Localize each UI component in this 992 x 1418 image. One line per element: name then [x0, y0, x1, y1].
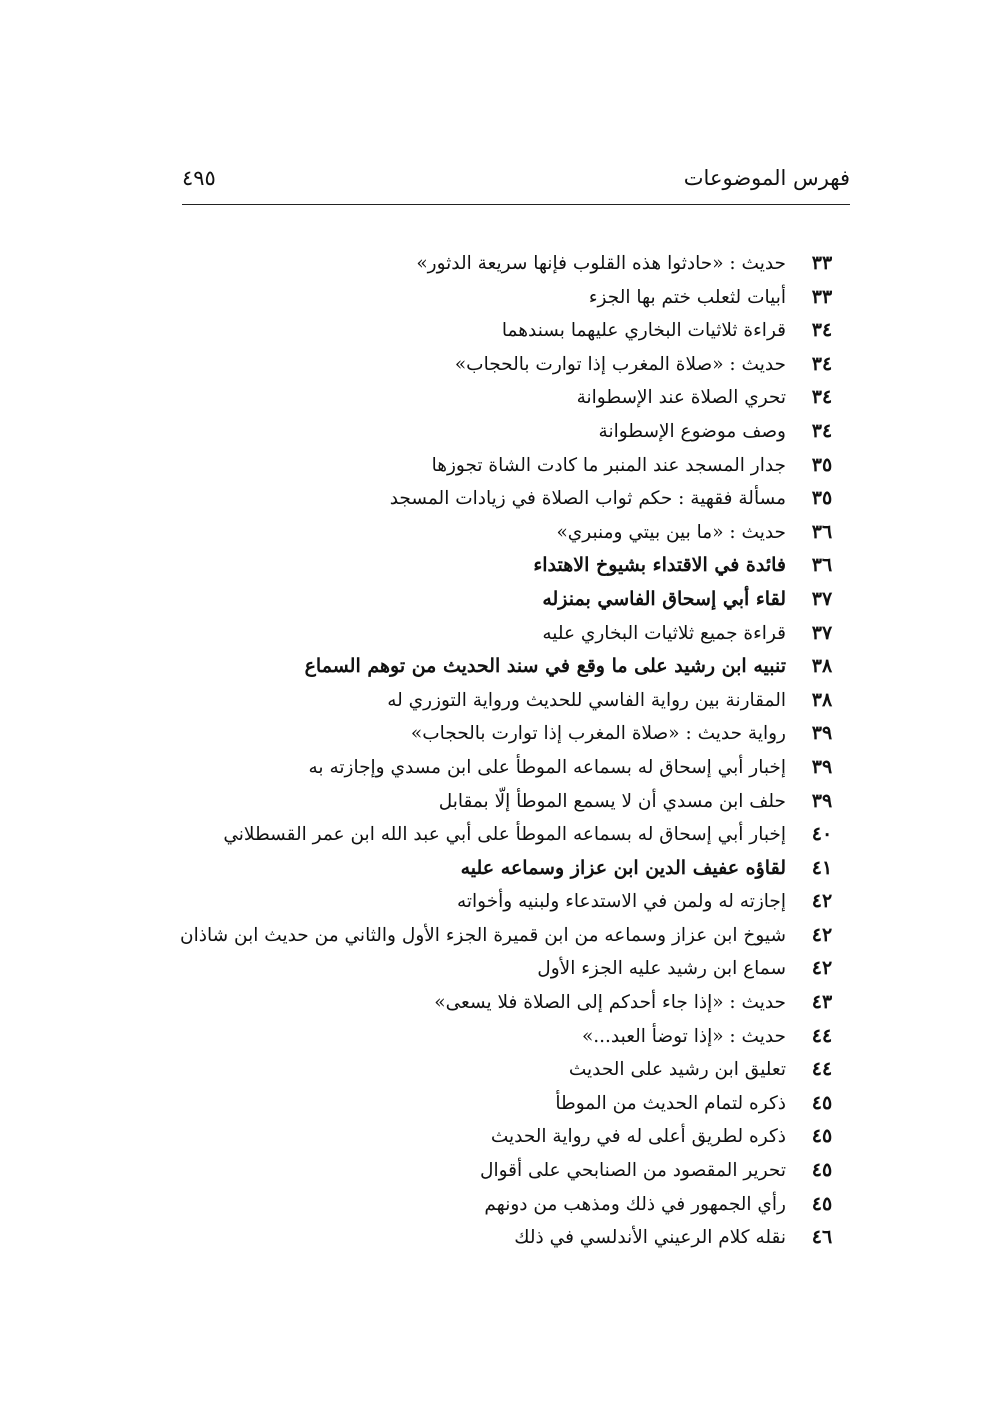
toc-entry-page: ٤٥ [811, 1159, 833, 1182]
toc-entry-page: ٤٢ [811, 957, 833, 980]
toc-entry [140, 790, 850, 824]
table-of-contents [140, 252, 850, 1260]
toc-entry-title: إخبار أبي إسحاق له بسماعه الموطأ على ابن مسدي وإجازته به [308, 756, 786, 778]
toc-entry-page: ٤٥ [811, 1192, 833, 1215]
toc-entry-page: ٤٥ [811, 1125, 833, 1148]
toc-entry-page: ٤٠ [811, 823, 833, 846]
toc-entry-title: تحرير المقصود من الصنابحي على أقوال [480, 1160, 786, 1182]
toc-entry [140, 1193, 850, 1227]
toc-entry-title: سماع ابن رشيد عليه الجزء الأول [537, 958, 786, 980]
toc-entry-page: ٣٤ [811, 352, 833, 375]
toc-entry-title: حديث : «ما بين بيتي ومنبري» [556, 521, 786, 543]
toc-entry-title: تنبيه ابن رشيد على ما وقع في سند الحديث من توهم السماع [304, 655, 786, 678]
toc-entry [140, 689, 850, 723]
toc-entry [140, 1058, 850, 1092]
toc-entry-title: فائدة في الاقتداء بشيوخ الاهتداء [533, 554, 786, 577]
toc-entry-title: إخبار أبي إسحاق له بسماعه الموطأ على أبي عبد الله ابن عمر القسطلاني [223, 824, 786, 846]
toc-entry-page: ٣٣ [811, 285, 833, 308]
toc-entry-title: ذكره لطريق أعلى له في رواية الحديث [490, 1126, 786, 1148]
toc-entry-page: ٣٦ [811, 554, 833, 577]
toc-entry [140, 890, 850, 924]
toc-entry-page: ٤٣ [811, 991, 833, 1014]
toc-entry-page: ٤٤ [811, 1058, 833, 1081]
toc-entry [140, 924, 850, 958]
toc-entry-page: ٣٥ [811, 487, 833, 510]
toc-entry-title: المقارنة بين رواية الفاسي للحديث ورواية التوزري له [387, 689, 786, 711]
toc-entry-title: حديث : «صلاة المغرب إذا توارت بالحجاب» [454, 353, 786, 375]
toc-entry [140, 521, 850, 555]
toc-entry-title: جدار المسجد عند المنبر ما كادت الشاة تجوزها [431, 454, 786, 476]
toc-entry [140, 353, 850, 387]
toc-entry [140, 454, 850, 488]
toc-entry [140, 991, 850, 1025]
toc-entry [140, 823, 850, 857]
toc-entry-title: حلف ابن مسدي أن لا يسمع الموطأ إلّا بمقابل [438, 790, 786, 812]
toc-entry-title: قراءة ثلاثيات البخاري عليهما بسندهما [501, 320, 786, 342]
toc-entry [140, 420, 850, 454]
toc-entry-title: حديث : «إذا جاء أحدكم إلى الصلاة فلا يسعى» [434, 992, 786, 1014]
toc-entry [140, 756, 850, 790]
toc-entry [140, 252, 850, 286]
toc-entry [140, 1159, 850, 1193]
toc-entry-title: لقاء أبي إسحاق الفاسي بمنزله [542, 587, 786, 610]
toc-entry-title: لقاؤه عفيف الدين ابن عزاز وسماعه عليه [460, 856, 786, 879]
toc-entry-title: شيوخ ابن عزاز وسماعه من ابن قميرة الجزء الأول والثاني من حديث ابن شاذان [180, 924, 786, 946]
toc-entry [140, 286, 850, 320]
toc-entry-page: ٣٩ [811, 722, 833, 745]
toc-entry-title: وصف موضوع الإسطوانة [598, 420, 786, 442]
toc-entry-page: ٣٧ [811, 621, 833, 644]
toc-entry [140, 588, 850, 622]
toc-entry-title: قراءة جميع ثلاثيات البخاري عليه [542, 622, 786, 644]
toc-entry-title: ذكره لتمام الحديث من الموطأ [555, 1092, 786, 1114]
toc-entry-page: ٤١ [811, 856, 833, 879]
toc-entry-page: ٣٤ [811, 419, 833, 442]
toc-entry-title: تحري الصلاة عند الإسطوانة [576, 387, 786, 409]
toc-entry-page: ٣٩ [811, 755, 833, 778]
toc-entry [140, 1125, 850, 1159]
toc-entry-page: ٤٦ [811, 1226, 833, 1249]
toc-entry [140, 1092, 850, 1126]
toc-entry-page: ٤٢ [811, 923, 833, 946]
toc-entry-page: ٣٧ [811, 587, 833, 610]
toc-entry-title: رأي الجمهور في ذلك ومذهب من دونهم [484, 1193, 786, 1215]
toc-entry-title: نقله كلام الرعيني الأندلسي في ذلك [514, 1227, 786, 1249]
toc-entry [140, 1226, 850, 1260]
toc-entry-page: ٤٤ [811, 1024, 833, 1047]
page-number: ٤٩٥ [182, 166, 216, 190]
toc-entry-page: ٣٣ [811, 252, 833, 274]
toc-entry [140, 319, 850, 353]
toc-entry [140, 655, 850, 689]
toc-entry-page: ٣٩ [811, 789, 833, 812]
toc-entry [140, 554, 850, 588]
toc-entry-page: ٣٦ [811, 520, 833, 543]
header-divider [182, 204, 850, 205]
toc-entry [140, 622, 850, 656]
toc-entry-title: مسألة فقهية : حكم ثواب الصلاة في زيادات المسجد [389, 488, 786, 510]
toc-entry [140, 957, 850, 991]
toc-entry-title: حديث : «حادثوا هذه القلوب فإنها سريعة الدثور» [416, 253, 786, 274]
toc-entry-page: ٣٤ [811, 386, 833, 409]
toc-entry-title: حديث : «إذا توضأ العبد...» [581, 1025, 786, 1047]
toc-entry-title: أبيات لثعلب ختم بها الجزء [588, 286, 786, 308]
toc-entry-page: ٣٥ [811, 453, 833, 476]
toc-entry [140, 857, 850, 891]
running-header [182, 160, 850, 206]
toc-entry [140, 487, 850, 521]
toc-entry [140, 386, 850, 420]
toc-entry-title: إجازته له ولمن في الاستدعاء ولبنيه وأخواته [456, 891, 786, 913]
toc-entry [140, 722, 850, 756]
toc-entry-page: ٣٤ [811, 319, 833, 342]
toc-entry [140, 1025, 850, 1059]
toc-entry-page: ٤٥ [811, 1091, 833, 1114]
toc-entry-page: ٣٨ [811, 688, 833, 711]
toc-entry-page: ٤٢ [811, 890, 833, 913]
header-title: فهرس الموضوعات [683, 166, 850, 190]
toc-entry-page: ٣٨ [811, 655, 833, 678]
toc-entry-title: رواية حديث : «صلاة المغرب إذا توارت بالحجاب» [410, 723, 786, 745]
toc-entry-title: تعليق ابن رشيد على الحديث [568, 1059, 786, 1081]
